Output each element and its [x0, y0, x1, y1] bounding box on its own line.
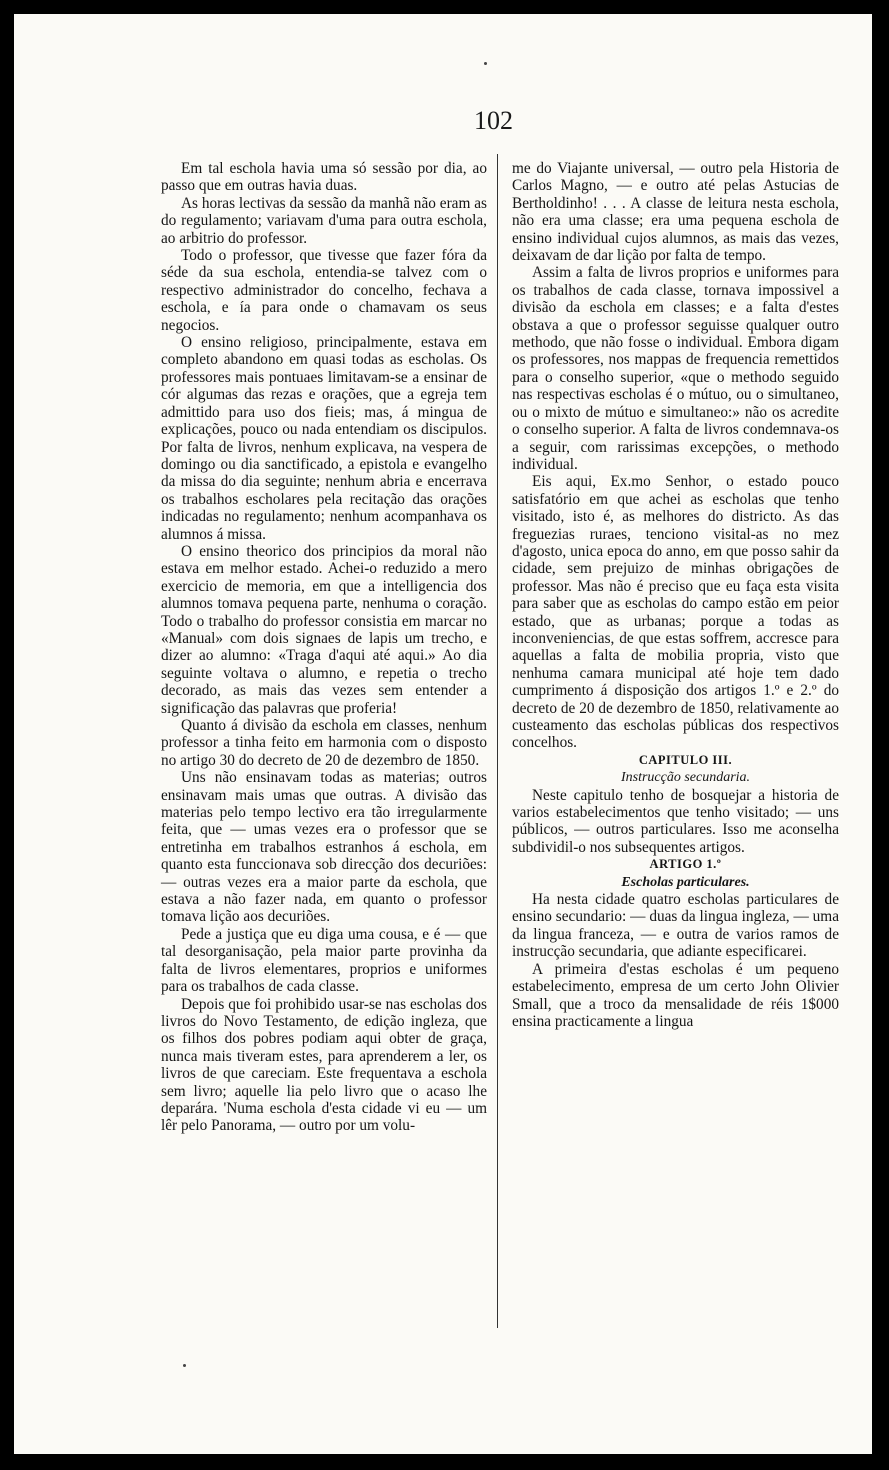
article-heading: ARTIGO 1.º [649, 857, 722, 872]
paragraph-continuation: me do Viajante universal, — outro pela Historia de Carlos Magno, — e outro até pelas Astucias de Bertholdinho! . . . A classe de leitura nesta eschola, não era uma classe; era uma pequena eschola de ensino individual cujos alumnos, as mais das vezes, deixavam de dar lição por falta de tempo. [512, 160, 839, 265]
paragraph: Todo o professor, que tivesse que fazer fóra da séde da sua eschola, entendia-se talvez com o respectivo administrador do concelho, fechava a eschola, e ía para onde o chamavam os seus negocios. [161, 247, 487, 334]
paragraph: Ha nesta cidade quatro escholas particulares de ensino secundario: — duas da lingua ingleza, — uma da lingua franceza, — e outra de varios ramos de instrucção secundaria, que adiante especificarei. [512, 891, 839, 961]
left-column [161, 160, 487, 1135]
paragraph: A primeira d'estas escholas é um pequeno estabelecimento, empresa de um certo John Olivier Small, que a troco da mensalidade de réis 1$000 ensina practicamente a lingua [512, 960, 839, 1030]
right-column [512, 160, 839, 1030]
paragraph: Quanto á divisão da eschola em classes, nenhum professor a tinha feito em harmonia com o disposto no artigo 30 do decreto de 20 de dezembro de 1850. [161, 717, 487, 769]
paragraph: Em tal eschola havia uma só sessão por dia, ao passo que em outras havia duas. [161, 160, 487, 195]
paragraph: Uns não ensinavam todas as materias; outros ensinavam mais umas que outras. A divisão das materias pelo tempo lectivo era tão irregularmente feita, que — umas vezes era o professor que se entretinha em trabalhos estranhos á eschola, em quanto esta funccionava sob direcção dos decuriões: — outras vezes era a maior parte da eschola, que estava a não fazer nada, em quanto o professor tomava lição aos decuriões. [161, 769, 487, 926]
paragraph: As horas lectivas da sessão da manhã não eram as do regulamento; variavam d'uma para outra eschola, ao arbitrio do professor. [161, 194, 487, 247]
paragraph: Pede a justiça que eu diga uma cousa, e é — que tal desorganisação, pela maior parte provinha da falta de livros elementares, proprios e uniformes para os trabalhos de cada classe. [161, 925, 487, 996]
page-number: 102 [474, 106, 513, 135]
paragraph: Eis aqui, Ex.mo Senhor, o estado pouco satisfatório em que achei as escholas que tenho visitado, isto é, as melhores do districto. As das freguezias ruraes, tenciono visital-as no mez d'agosto, unica epoca do anno, em que posso sahir da cidade, sem prejuizo de minhas obrigações de professor. Mas não é preciso que eu faça esta visita para saber que as escholas do campo estão em peior estado, que as urbanas; porque a todas as inconveniencias, de que estas soffrem, accresce para aquellas a falta de mobilia propria, visto que nenhuma camara municipal até hoje tem dado cumprimento á disposição dos artigos 1.º e 2.º do decreto de 20 de dezembro de 1850, relativamente ao custeamento das escholas públicas dos respectivos concelhos. [512, 473, 839, 752]
chapter-heading: CAPITULO III. [638, 752, 733, 767]
paper-speck [183, 1364, 186, 1367]
paragraph: O ensino religioso, principalmente, estava em completo abandono em quasi todas as escholas. Os professores mais pontuaes limitavam-se a ensinar de cór algumas das rezas e orações, que a egreja tem admittido para uso dos fieis; mas, á mingua de explicações, pouco ou nada entendiam os discipulos. Por falta de livros, nenhum explicava, na vespera de domingo ou dia sanctificado, a epistola e evangelho da missa do dia seguinte; nenhum abria e encerrava os trabalhos escholares pela recitação das orações indicadas no regulamento; nenhum acompanhava os alumnos á missa. [161, 334, 487, 543]
article-subtitle: Escholas particulares. [621, 874, 750, 890]
paragraph: Neste capitulo tenho de bosquejar a historia de varios estabelecimentos que tenho visitado; — uns públicos, — outros particulares. Isso me aconselha subdividil-o nos subsequentes artigos. [512, 786, 839, 856]
chapter-subtitle: Instrucção secundaria. [620, 770, 751, 786]
paragraph: O ensino theorico dos principios da moral não estava em melhor estado. Achei-o reduzido a mero exercicio de memoria, em que a intelligencia dos alumnos tomava pequena parte, nenhuma o coração. Todo o trabalho do professor consistia em marcar no «Manual» com dois signaes de lapis um trecho, e dizer ao alumno: «Traga d'aqui até aqui.» Ao dia seguinte voltava o alumno, e repetia o trecho decorado, as mais das vezes sem entender a significação das palavras que proferia! [161, 542, 487, 717]
paragraph: Assim a falta de livros proprios e uniformes para os trabalhos de cada classe, tornava impossivel a divisão da eschola em classes; e a falta d'estes obstava a que o professor seguisse qualquer outro methodo, que não fosse o individual. Embora digam os professores, nos mappas de frequencia remettidos para o conselho superior, «que o methodo seguido nas respectivas escholas é o mútuo, ou o simultaneo, ou o mixto de mútuo e simultaneo:» não os acredite o conselho superior. A falta de livros condemnava-os a seguir, com rarissimas excepções, o methodo individual. [512, 264, 839, 473]
column-divider [497, 154, 498, 1328]
document-page [14, 14, 872, 1454]
paper-speck [484, 62, 487, 65]
paragraph: Depois que foi prohibido usar-se nas escholas dos livros do Novo Testamento, de edição ingleza, que os filhos dos pobres podiam aqui obter de graça, nunca mais tiveram estes, para aprenderem a ler, os livros de que careciam. Este frequentava a eschola sem livro; aquelle lia pelo livro que o acaso lhe deparára. 'Numa eschola d'esta cidade vi eu — um lêr pelo Panorama, — outro por um volu- [161, 995, 487, 1135]
